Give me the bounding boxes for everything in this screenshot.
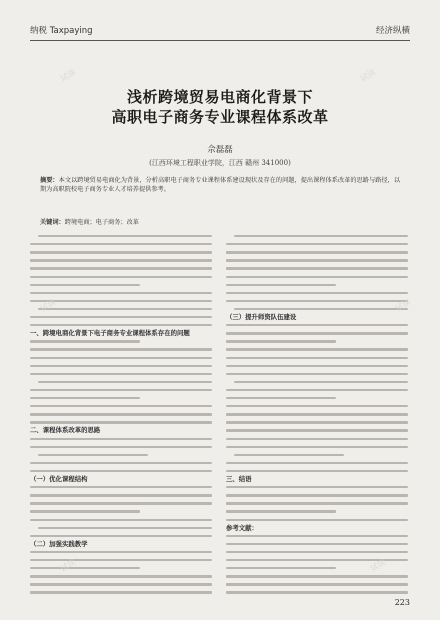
watermark-mark: 试读 xyxy=(358,67,378,84)
watermark-mark: 试读 xyxy=(58,557,78,574)
body-text-line xyxy=(30,462,212,464)
body-text-line xyxy=(38,235,212,237)
body-text-line xyxy=(30,389,212,391)
body-text-line xyxy=(226,429,408,431)
author-name: 佘磊磊 xyxy=(207,145,233,155)
body-text-line xyxy=(226,510,336,512)
body-text-line xyxy=(30,284,140,286)
section-heading: 二、课程体系改革的思路 xyxy=(30,426,101,435)
body-column-right xyxy=(226,232,408,598)
body-text-line xyxy=(30,519,212,521)
watermark-mark: 试读 xyxy=(393,297,413,314)
body-text-line xyxy=(226,373,408,375)
journal-name: 纳税 Taxpaying xyxy=(30,26,93,36)
body-text-line xyxy=(38,527,212,529)
body-text-line xyxy=(30,348,212,350)
body-text-line xyxy=(226,551,408,553)
body-text-line xyxy=(30,292,212,294)
section-heading: 参考文献： xyxy=(226,523,258,532)
body-text-line xyxy=(226,284,336,286)
body-text-line xyxy=(30,551,212,553)
header-rule xyxy=(30,40,410,41)
body-text-line xyxy=(226,332,408,334)
body-text-line xyxy=(234,381,408,383)
body-text-line xyxy=(226,575,408,577)
author-affiliation: (江西环境工程职业学院，江西 赣州 341000) xyxy=(149,159,291,167)
body-text-line xyxy=(30,486,212,488)
body-text-line xyxy=(30,316,212,318)
body-text-line xyxy=(226,413,408,415)
abstract-text: 本文以跨境贸易电商化为背景，分析高职电子商务专业课程体系建设现状及存在的问题，提出课程体系改革的思路与路径，以期为高职院校电子商务专业人才培养提供参考。 xyxy=(40,177,400,193)
body-text-line xyxy=(226,324,408,326)
running-header xyxy=(30,24,410,38)
body-text-line xyxy=(226,251,408,253)
body-text-line xyxy=(226,567,336,569)
body-column-left xyxy=(30,232,212,598)
body-text-line xyxy=(30,405,212,407)
body-text-line xyxy=(30,397,140,399)
section-heading: （一）优化课程结构 xyxy=(30,475,88,483)
body-text-line xyxy=(30,365,212,367)
body-text-line xyxy=(234,308,408,310)
body-text-line xyxy=(226,397,336,399)
article-title-line-1: 浅析跨境贸易电商化背景下 xyxy=(126,88,313,106)
body-text-line xyxy=(30,373,212,375)
body-text-line xyxy=(30,251,212,253)
body-text-line xyxy=(30,324,212,326)
abstract-label: 摘要： xyxy=(40,177,59,184)
body-text-line xyxy=(30,421,212,423)
body-text-line xyxy=(226,470,408,472)
body-text-line xyxy=(226,502,408,504)
body-text-line xyxy=(226,519,408,521)
body-text-line xyxy=(226,462,408,464)
body-text-line xyxy=(226,300,408,302)
body-text-line xyxy=(226,276,408,278)
body-text-line xyxy=(226,243,408,245)
body-text-line xyxy=(38,381,212,383)
body-text-line xyxy=(30,243,212,245)
body-text-line xyxy=(30,438,212,440)
body-text-line xyxy=(226,494,408,496)
body-text-line xyxy=(226,365,408,367)
body-text-line xyxy=(30,470,212,472)
keywords xyxy=(40,217,400,226)
body-text-line xyxy=(226,348,408,350)
body-text-line xyxy=(226,259,408,261)
body-text-line xyxy=(30,494,212,496)
body-text-line xyxy=(226,405,408,407)
body-text-line xyxy=(30,300,212,302)
body-text-line xyxy=(226,543,408,545)
abstract xyxy=(40,176,400,194)
body-text-line xyxy=(30,446,212,448)
body-text-line xyxy=(226,421,408,423)
keywords-label: 关键词： xyxy=(40,219,65,226)
body-text-line xyxy=(226,267,408,269)
article-title-line-2: 高职电子商务专业课程体系改革 xyxy=(111,108,329,126)
body-text-line xyxy=(226,438,408,440)
body-text-line xyxy=(38,454,148,456)
body-text-line xyxy=(226,357,408,359)
section-heading: 三、结语 xyxy=(226,475,252,483)
body-text-line xyxy=(226,486,408,488)
body-text-line xyxy=(226,591,408,593)
body-text-line xyxy=(30,591,212,593)
body-text-line xyxy=(234,454,344,456)
body-text-line xyxy=(226,583,408,585)
body-text-line xyxy=(30,575,212,577)
section-heading: 一、跨境电商化背景下电子商务专业课程体系存在的问题 xyxy=(30,329,190,338)
keywords-text: 跨境电商；电子商务；改革 xyxy=(64,219,139,226)
watermark-mark: 试读 xyxy=(368,557,388,574)
section-heading: （二）加强实践教学 xyxy=(30,539,88,548)
section-name: 经济纵横 xyxy=(375,26,410,36)
body-text-line xyxy=(234,235,408,237)
body-text-line xyxy=(30,567,140,569)
body-text-line xyxy=(30,535,212,537)
body-text-line xyxy=(30,510,140,512)
body-text-line xyxy=(38,308,212,310)
body-text-line xyxy=(30,276,212,278)
body-text-line xyxy=(30,259,212,261)
body-text-line xyxy=(30,502,212,504)
body-text-line xyxy=(226,535,408,537)
body-text-line xyxy=(30,583,212,585)
body-text-line xyxy=(30,267,212,269)
body-text-line xyxy=(30,340,140,342)
body-text-line xyxy=(30,559,212,561)
body-text-line xyxy=(226,340,336,342)
body-text-line xyxy=(226,292,408,294)
watermark-mark: 试读 xyxy=(58,67,78,84)
body-text-line xyxy=(30,413,212,415)
body-text-line xyxy=(226,389,408,391)
section-heading: （三）提升师资队伍建设 xyxy=(226,313,297,321)
page-number: 223 xyxy=(394,598,410,607)
body-text-line xyxy=(226,446,408,448)
watermark-mark: 试读 xyxy=(38,297,58,314)
body-text-line xyxy=(30,357,212,359)
